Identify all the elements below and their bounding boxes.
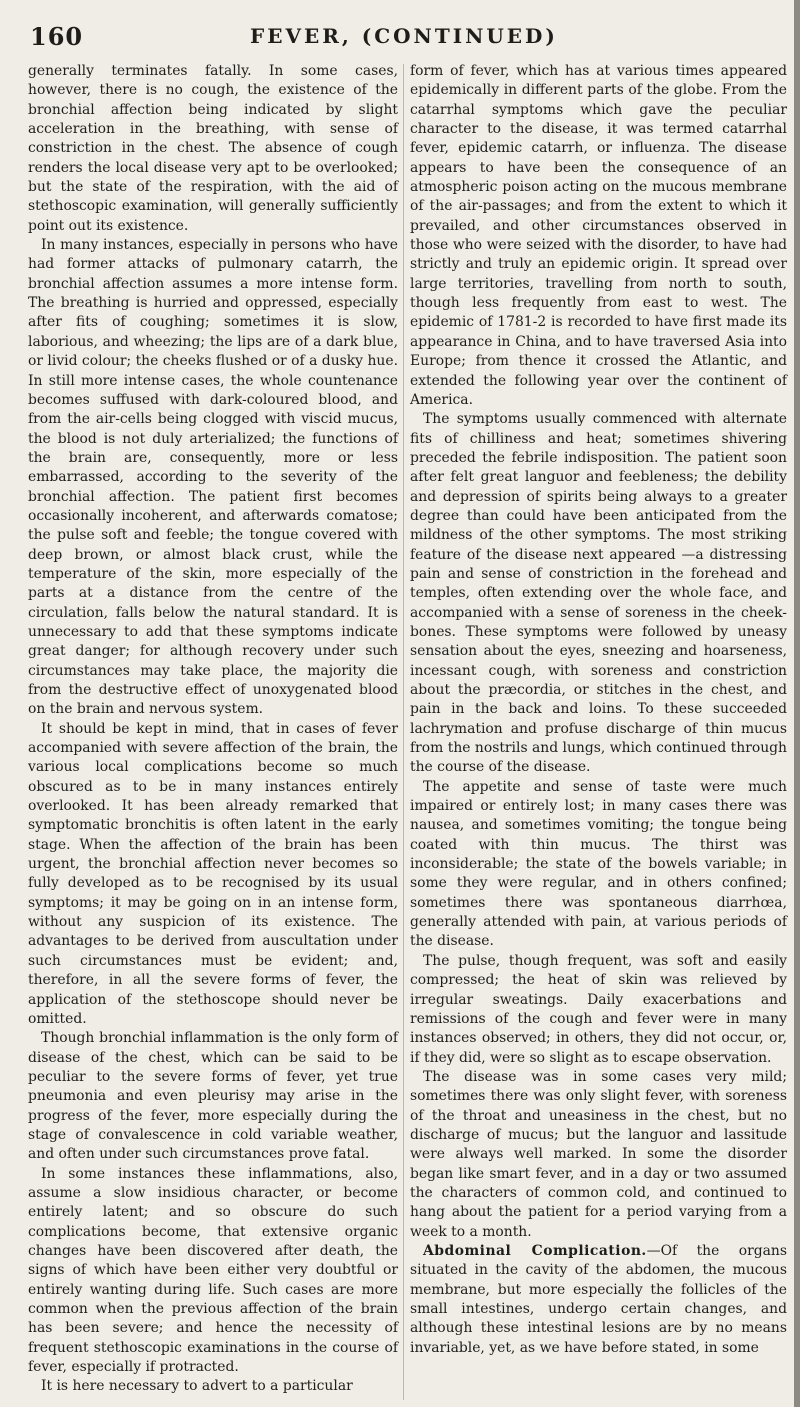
paragraph: generally terminates fatally. In some cases, however, there is no cough, the existence of the bronchial affection being indicated by slight acceleration in the breathing, with sense of constriction in the chest. The absence of cough renders the local disease very apt to be overlooked; but the state of the respiration, with the aid of stethoscopic examination, will generally sufficiently point out its existence. — [28, 63, 398, 234]
paragraph: The appetite and sense of taste were much impaired or entirely lost; in many cases there was nausea, and sometimes vomiting; the tongue being coated with thin mucus. The thirst was inconsiderable; the state of the bowels variable; in some they were regular, and in others confined; sometimes there was spontaneous diarrhœa, generally attended with pain, at various periods of the disease. — [410, 778, 787, 950]
paragraph-text: —Of the organs situated in the cavity of the abdomen, the mucous membrane, but more especially the follicles of the small intestines, undergo certain changes, and although these intestinal lesions are by no means invariable, yet, as we have before stated, in some — [410, 1242, 787, 1356]
paragraph: The pulse, though frequent, was soft and easily compressed; the heat of skin was relieved by irregular sweatings. Daily exacerbations and remissions of the cough and fever were in many instances observed; in others, they did not occur, or, if they did, were so slight as to escape observation. — [410, 952, 787, 1066]
paragraph: The disease was in some cases very mild; sometimes there was only slight fever, with soreness of the throat and uneasiness in the chest, but no discharge of mucus; but the languor and lassitude were always well marked. In some the disorder began like smart fever, and in a day or two assumed the characters of common cold, and continued to hang about the patient for a period varying from a week to a month. — [410, 1068, 787, 1240]
left-column — [28, 62, 398, 1397]
page-edge — [794, 0, 800, 1407]
running-head: FEVER, (CONTINUED) — [250, 24, 558, 48]
paragraph: In some instances these inflammations, also, assume a slow insidious character, or become entirely latent; and so obscure do such complications become, that extensive organic changes have been discovered after death, the signs of which have been either very doubtful or entirely wanting during life. Such cases are more common when the previous affection of the brain has been severe; and hence the necessity of frequent stethoscopic examinations in the course of fever, especially if protracted. — [28, 1165, 398, 1376]
section-paragraph — [410, 1242, 787, 1358]
column-divider — [403, 64, 404, 1400]
section-heading-abdominal-complication: Abdominal Complication. — [423, 1242, 647, 1259]
paragraph: In many instances, especially in persons who have had former attacks of pulmonary catarrh, the bronchial affection assumes a more intense form. The breathing is hurried and oppressed, especially after fits of coughing; sometimes it is slow, laborious, and wheezing; the lips are of a dark blue, or livid colour; the cheeks flushed or of a dusky hue. In still more intense cases, the whole countenance becomes suffused with dark-coloured blood, and from the air-cells being clogged with viscid mucus, the blood is not duly arterialized; the functions of the brain are, consequently, more or less embarrassed, according to the severity of the bronchial affection. The patient first becomes occasionally incoherent, and afterwards comatose; the pulse soft and feeble; the tongue covered with deep brown, or almost black crust, while the temperature of the skin, more especially of the parts at a distance from the centre of the circulation, falls below the natural standard. It is unnecessary to add that these symptoms indicate great danger; for although recovery under such circumstances may take place, the majority die from the destructive effect of unoxygenated blood on the brain and nervous system. — [28, 237, 398, 718]
paragraph: It should be kept in mind, that in cases of fever accompanied with severe affection of the brain, the various local complications become so much obscured as to be in many instances entirely overlooked. It has been already remarked that symptomatic bronchitis is often latent in the early stage. When the affection of the brain has been urgent, the bronchial affection never becomes so fully developed as to be recognised by its usual symptoms; it may be going on in an intense form, without any suspicion of its existence. The advantages to be derived from auscultation under such circumstances must be evident; and, therefore, in all the severe forms of fever, the application of the stethoscope should never be omitted. — [28, 720, 398, 1027]
page-header — [30, 22, 786, 62]
right-column — [410, 62, 787, 1358]
paragraph: It is here necessary to advert to a particular — [41, 1378, 353, 1395]
page-number: 160 — [30, 22, 84, 51]
paragraph: The symptoms usually commenced with alternate fits of chilliness and heat; sometimes shivering preceded the febrile indisposition. The patient soon after felt great languor and feebleness; the debility and depression of spirits being always to a greater degree than could have been anticipated from the mildness of the other symptoms. The most striking feature of the disease next appeared —a distressing pain and sense of constriction in the forehead and temples, often extending over the whole face, and accompanied with a sense of soreness in the cheek-bones. These symptoms were followed by uneasy sensation about the eyes, sneezing and hoarseness, incessant cough, with soreness and constriction about the præcordia, or stitches in the chest, and pain in the back and loins. To these succeeded lachrymation and profuse discharge of thin mucus from the nostrils and lungs, which continued through the course of the disease. — [410, 411, 787, 776]
paragraph: Though bronchial inflammation is the only form of disease of the chest, which can be said to be peculiar to the severe forms of fever, yet true pneumonia and even pleurisy may arise in the progress of the fever, more especially during the stage of convalescence in cold variable weather, and often under such circumstances prove fatal. — [28, 1030, 398, 1163]
paragraph: form of fever, which has at various times appeared epidemically in different parts of the globe. From the catarrhal symptoms which gave the peculiar character to the disease, it was termed catarrhal fever, epidemic catarrh, or influenza. The disease appears to have been the consequence of an atmospheric poison acting on the mucous membrane of the air-passages; and from the extent to which it prevailed, and other circumstances observed in those who were seized with the disorder, to have had strictly and truly an epidemic origin. It spread over large territories, travelling from north to south, though less frequently from east to west. The epidemic of 1781-2 is recorded to have first made its appearance in China, and to have traversed Asia into Europe; from thence it crossed the Atlantic, and extended the following year over the continent of America. — [410, 63, 787, 408]
